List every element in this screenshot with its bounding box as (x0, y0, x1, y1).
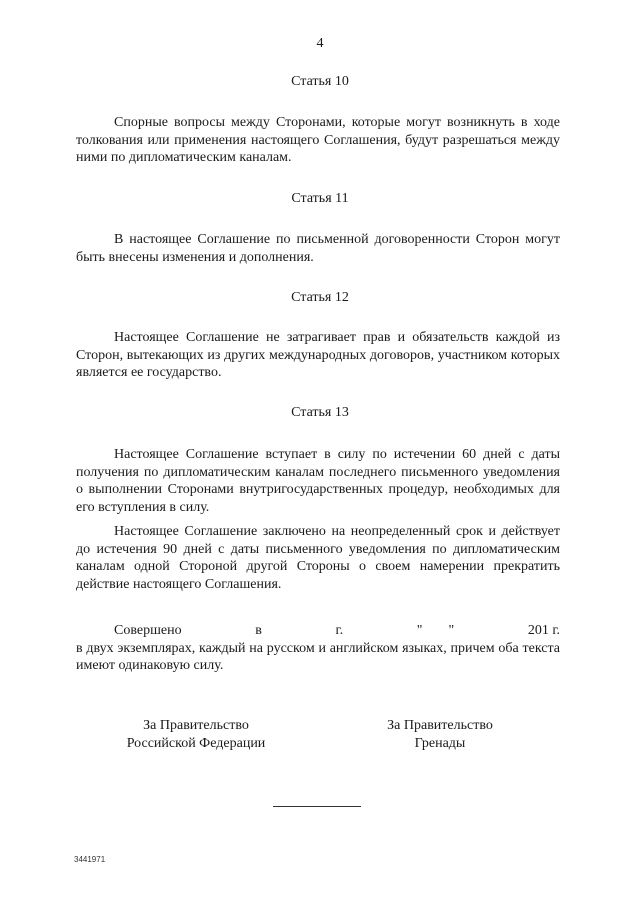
signature-grenada-line-2: Гренады (414, 736, 466, 751)
signature-russia-line-1: За Правительство (143, 718, 249, 733)
done-at-first-line (76, 622, 560, 640)
article-13-paragraph-1: Настоящее Соглашение вступает в силу по истечении 60 дней с даты получения по дипломатическим каналам последнего письменного уведомления о выполнении Сторонами внутригосударственных процедур, необходимых для его вступления в силу. (76, 447, 560, 515)
signature-grenada-line-1: За Правительство (387, 718, 493, 733)
article-11-paragraph-1: В настоящее Соглашение по письменной договоренности Сторон могут быть внесены изменения и дополнения. (76, 232, 560, 265)
article-10-heading: Статья 10 (291, 74, 349, 89)
article-13-paragraph-2: Настоящее Соглашение заключено на неопределенный срок и действует до истечения 90 дней с даты письменного уведомления по дипломатическим каналам одной Стороной другой Стороны о своем намерении прекратить действие настоящего Соглашения. (76, 524, 560, 592)
document-code: 3441971 (74, 855, 106, 864)
article-10-paragraph-1: Спорные вопросы между Сторонами, которые могут возникнуть в ходе толкования или применения настоящего Соглашения, будут разрешаться между ними по дипломатическим каналам. (76, 115, 560, 165)
done-at-city-suffix: г. (335, 623, 344, 638)
done-at-year: 201 г. (527, 623, 560, 638)
signature-grenada (350, 717, 530, 753)
done-at-date-quotes (417, 622, 454, 640)
article-12-heading: Статья 12 (291, 290, 349, 305)
signature-russia-line-2: Российской Федерации (126, 736, 266, 751)
done-at-rest: в двух экземплярах, каждый на русском и английском языках, причем оба текста имеют одинаковую силу. (76, 640, 560, 673)
article-11-heading: Статья 11 (291, 191, 349, 206)
done-at-block (76, 622, 560, 675)
done-at-in: в (255, 623, 262, 638)
end-divider (273, 806, 361, 807)
article-12-paragraph-1: Настоящее Соглашение не затрагивает прав и обязательств каждой из Сторон, вытекающих из других международных договоров, участником которых является ее государство. (76, 330, 560, 380)
page-number: 4 (316, 36, 324, 51)
date-quote-close: " (448, 623, 455, 638)
article-13-heading: Статья 13 (291, 405, 349, 420)
done-at-word: Совершено (114, 623, 182, 638)
signature-russia (106, 717, 286, 753)
date-quote-open: " (416, 623, 423, 638)
